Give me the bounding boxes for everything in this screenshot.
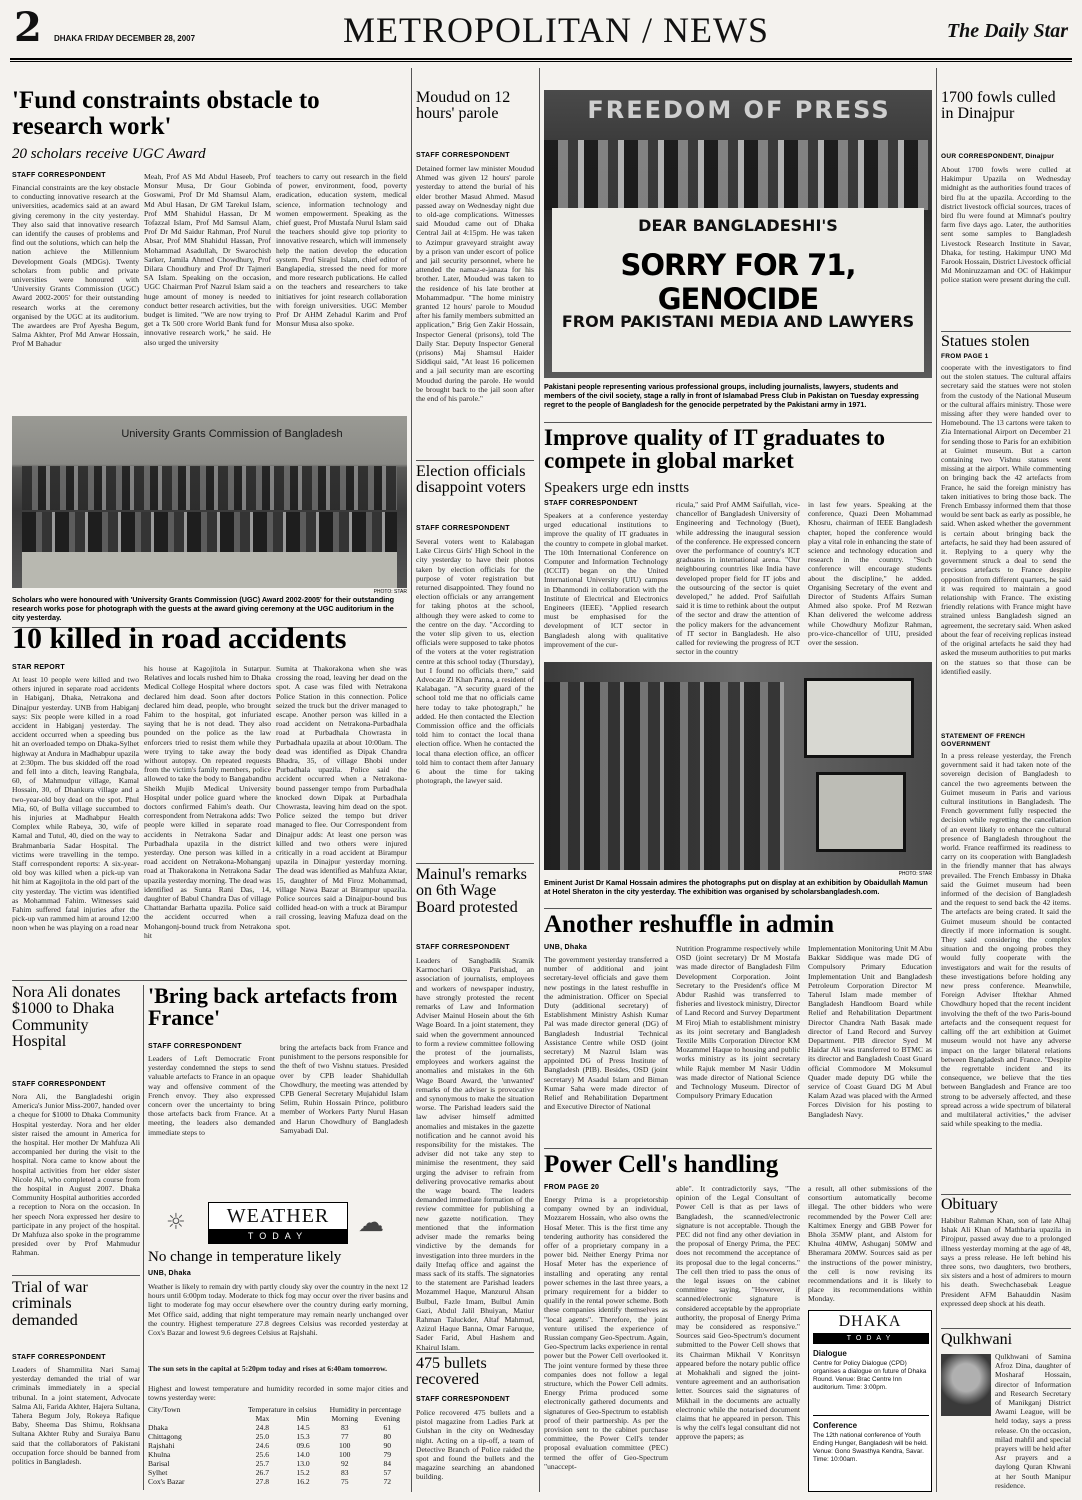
- rule-protest-bottom: [544, 422, 932, 423]
- byline-election: STAFF CORRESPONDENT: [416, 525, 510, 532]
- table-cell: 09.6: [296, 1441, 310, 1450]
- table-cell: 83: [340, 1468, 349, 1477]
- photo-protest: [544, 90, 932, 378]
- table-cell: 25.6: [255, 1450, 270, 1459]
- body-obituary: Habibur Rahman Khan, son of late Alhaj Ishak Ali Khan of Mathbaria upazila in Pirojpur, passed away due to a prolonged illness yesterday morning at the age of 48, says a press release. He left behind his three sons, two daughters, two brothers, six sisters and a host of admirers to mourn his death. Swechchasebak League President AFM Bahauddin Nasim expressed deep shock at his death.: [941, 1216, 1071, 1308]
- table-cell: Cox's Bazar: [148, 1477, 185, 1486]
- headline-fowls: 1700 fowls culled in Dinajpur: [941, 89, 1056, 123]
- table-row: [148, 1459, 408, 1468]
- byline-weather: UNB, Dhaka: [148, 1270, 192, 1277]
- rule-nora-bottom: [12, 1275, 140, 1276]
- dateline: DHAKA FRIDAY DECEMBER 28, 2007: [54, 34, 196, 43]
- headline-power: Power Cell's handling: [544, 1151, 779, 1178]
- subhead-fund: 20 scholars receive UGC Award: [12, 146, 206, 162]
- body-road-col3: Sumita at Thakorakona when she was crossing the road, leaving her dead on the spot. A case was filed with Netrakona Police Station in this connection. Police seized the truck but the driver managed to escape. Another person was killed in a road accident on Netrakona-Purbadhala road at Purbadhala Chowrasta in Purbadhala upazila at about 10:00am. The dead was identified as Dipak Chandra Bhadra, 35, of village Bhobi under Purbadhala upazila. Police said the accident occurred when a Netrakona-bound passenger tempo from Purbadhala knocked down Dipak at Purbadhala Chowrasta, leaving him dead on the spot. Police seized the tempo but driver managed to flee. Our Correspondent from Dinajpur adds: At least one person was killed and two others were injured critically in a road accident at Birampur upazila in Dinajpur yesterday morning. The dead was identified as Mahfuza Aktar, 15, daughter of Md Firoz Mohammad, village Nawa Bazar at Birampur upazila. Police sources said a Dinajpur-bound bus collided head-on with a truck at Birampur rail crossing, leaving Mafuza dead on the spot.: [276, 664, 407, 931]
- body-weather: Weather is likely to remain dry with partly cloudy sky over the country in the next 12 hours until 6:00pm today. Moderate to thick fog may occur over the river basins and light to moderate fog may occur elsewhere over the country during early morning, Met Office said, adding that night temperature may remain nearly unchanged over the country. Highest temperature 27.8 degrees Celsius was recorded yesterday at Cox's Bazar and lowest 9.6 degrees Celsius at Rajshahi.: [148, 1282, 408, 1338]
- table-cell: 100: [339, 1441, 351, 1450]
- body-nora: Nora Ali, the Bangladeshi origin America's Junior Miss-2007, handed over a cheque for $1000 to Dhaka Community Hospital yesterday. Nora and her elder sister raised the amount in America for the hospital. Her mother Dr Mahfuza Ali accompanied her during the visit to the hospital. Nora came to know about the hospital activities from her elder sister Nicole Ali, who completed a course from the hospital in August 2007. Dhaka Community Hospital authorities accorded a reception to Nora on the occasion. In her speech Nora expressed her desire to participate in any project of the hospital. Dr Mahfuza also spoke in the programme presided over by Prof Mahmudur Rahman.: [12, 1092, 140, 1258]
- byline-nora: STAFF CORRESPONDENT: [12, 1081, 106, 1088]
- weather-sub-max: Max: [255, 1414, 270, 1423]
- table-row: [148, 1423, 408, 1432]
- rule-road-bottom: [12, 980, 407, 981]
- headline-statues: Statues stolen: [941, 333, 1030, 350]
- body-fowls: About 1700 fowls were culled at Hakimpur Upazila on Wednesday midnight as the authorities found traces of bird flu at the upazila. According to the district livestock official sources, traces of bird flu were found at Mimnat's poultry farm five days ago. Later, the authorities sent some samples to Bangladesh Livestock Research Institute in Savar, Dhaka, for testing. Hakimpur UNO Md Farook Hossain, District Livestock official Md Moniruzzaman and OC of Hakimpur police station were present during the cull.: [941, 165, 1071, 285]
- caption-exhibition: Eminent Jurist Dr Kamal Hossain admires the photographs put on display at an exhibition by Obaidullah Mamun at Hotel Sheraton in the city yesterday. The exhibition was organised by scholarsbangladesh.com.: [544, 878, 928, 896]
- byline-artefacts: STAFF CORRESPONDENT: [148, 1043, 242, 1050]
- table-cell: 72: [383, 1477, 392, 1486]
- table-row: [148, 1468, 408, 1477]
- photo-credit-exhibition: PHOTO: STAR: [898, 871, 932, 877]
- weather-table-header: [148, 1405, 408, 1414]
- headline-obituary: Obituary: [941, 1196, 998, 1213]
- body-it-col1: Speakers at a conference yesterday urged educational institutions to improve the quality of IT graduates in the country to compete in global market. The 10th International Conference on Computer and Information Technology (ICCIT) began on the United International University (UIU) campus in Dhanmondi in collaboration with the Institute of Electrical and Electronics Engineers (IEEE). "Applied research must be emphasised for the development of ICT sector in Bangladesh along with qualitative improvement of the cur-: [544, 511, 668, 649]
- table-cell: 83: [340, 1423, 349, 1432]
- table-cell: 84: [383, 1459, 392, 1468]
- byline-bullets: STAFF CORRESPONDENT: [416, 1396, 510, 1403]
- body-mainul: Leaders of Sangbadik Sramik Karmochari Oikya Parishad, an association of journalists, employees and workers of newspaper industry, have strongly protested the recent remarks of Law and Information Adviser Mainul Hosein about the 6th Wage Board. In a joint statement, they said when the government announced to form a review committee following the protest of the journalists, employees and workers against the anomalies and mistakes in the 6th Wage Board Award, the 'unwanted' remarks of the adviser is provocative and synonymous to make the situation worse. The Parishad leaders said the law adviser himself admitted anomalies and mistakes in the gazette notification and he cannot avoid his responsibility for the mistakes. The adviser did not take any step to minimise the resentment, they said urging the adviser to refrain from delivering provocative remarks about the wage board. The leaders demanded immediate formation of the review committee for publishing a new gazette notification. They mentioned that the information adviser made the remarks being vindictive by the demands for investigation into three murders in the daily Ittefaq office and against the mass sack of its staffs. The signatories to the statement are Parishad leaders Mozammel Haque, Manzurul Ahsan Bulbul, Fazle Imam, Bulbul Amin Gazi, Abdul Jalil Bhuiyan, Matiur Rahman Taluckder, Altaf Mahmud, Azizul Haque Banna, Omar Faruque, Sader Farid, Abul Hashem and Khairul Islam.: [416, 956, 534, 1352]
- body-qulkhwani: Qulkhwani of Samina Afroz Dina, daughter of Mosharaf Hossain, director of Information and Research Secretary of Manikganj District Awami League, will be held today, says a press release. On the occasion, milad mahfil and special prayers will be held after Asr prayers and a daylong Quran Khwani at her South Manipur residence.: [995, 1352, 1071, 1490]
- table-cell: 79: [383, 1450, 392, 1459]
- headline-reshuffle: Another reshuffle in admin: [544, 911, 835, 938]
- table-cell: 92: [340, 1459, 349, 1468]
- headline-qulkhwani: Qulkhwani: [941, 1331, 1013, 1348]
- protest-sign-line2: SORRY FOR 71, GENOCIDE: [620, 248, 856, 316]
- weather-cloud-icon: ☁: [358, 1208, 384, 1238]
- table-cell: 24.6: [255, 1441, 270, 1450]
- table-cell: 57: [383, 1468, 392, 1477]
- body-reshuffle-col2: Nutrition Programme respectively while OSD (joint secretary) Dr M Mostafa was made director of Bangladesh Film Development Corporation. Joint Secretary to the President's office M Abdur Rashid was transferred to fisheries and livestock ministry, Director of Land Record and Survey Department M Firoj Miah to establishment ministry as its joint secretary and Bangladesh Textile Mills Corporation Director KM Mozammel Haque to housing and public works ministry as its joint secretary while Rajuk member M Nasir Uddin was made director of National Science and Technology Museum. Director of Compulsory Primary Education: [676, 944, 800, 1101]
- protest-crowd: [544, 140, 932, 210]
- table-cell: 15.2: [296, 1468, 310, 1477]
- byline-it: STAFF CORRESPONDENT: [544, 500, 638, 507]
- photo-ugc-people-back: [22, 466, 397, 510]
- headline-moudud: Moudud on 12 hours' parole: [416, 89, 511, 123]
- caption-ugc: Scholars who were honoured with 'University Grants Commission (UGC) Award 2002-2005' for their outstanding research works pose for photograph with the guests at the award giving ceremony at the UGC auditorium in the city yesterday.: [12, 595, 395, 622]
- body-power-col2: able". It contradictorily says, "The opinion of the Legal Consultant of Power Cell is that as per laws of Bangladesh, the scanned/electronic signature is not acceptable. Though the PEC did not find any other deviation in the proposal of Energy Prima, the PEC does not recommend the acceptance of its proposal due to the legal concerns." The cell then tried to pass the onus of the legal issues on the cabinet committee saying, "However, if scanned/electronic signature is considered acceptable by the appropriate authority, the proposal of Energy Prima may be considered as responsive." Sources said Geo-Spectrum's document submitted to the Power Cell shows that its Chairman Mikhail V Konritsyn appeared before the notary public office at Mohakhali and signed the joint-venture agreement and an authorisation letter. Sources said the signatures of Mikhail in the documents are actually electronic while the notarised document claims that he appeared in person. This is why the cell's legal consultant did not approve the papers; as: [676, 1184, 800, 1442]
- body-fund-col2: Meah, Prof AS Md Abdul Haseeb, Prof Monsur Musa, Dr Gour Gobinda Goswami, Prof Dr Md Shamsul Alam, Md Abul Hasan, Dr GM Tarekul Islam, Prof MM Shahidul Hassan, Dr M Tofazzal Islam, Prof Md Samsul Alam, Prof Dr Md Saidur Rahman, Prof Nurul Absar, Prof MM Shahidul Hassan, Prof Mohammad Asadullah, Dr Swarochish Sarker, Jamila Ahmed Chowdhury, Prof Dilara Choudhury and Prof Dr Tajmeri SA Islam. Speaking on the occasion, UGC Chairman Prof Nazrul Islam said a huge amount of money is needed to conduct better research activities, but the budget is limited. "We are now trying to get a Tk 500 crore World Bank fund for innovative research work," he said. He also urged the university: [144, 172, 271, 347]
- weather-logo-top: WEATHER: [226, 1205, 330, 1227]
- photo-ugc-people-front: [22, 512, 397, 552]
- body-fund-col3: teachers to carry out research in the field of power, environment, food, poverty eradication, education system, medical science, information technology and women empowerment. Speaking as the chief guest, Prof Mustafa Nurul Islam said the teachers should give top priority to innovative research, which will immensely help the nation develop the education system. Prof Sirajul Islam, chief editor of Banglapedia, stressed the need for more and more research publications. He called on the teachers and researchers to take initiatives for joint research collaboration with foreign universities. UGC Member Prof Dr AHM Zehadul Karim and Prof Monsur Musa also spoke.: [276, 172, 407, 329]
- body-statues-2: In a press release yesterday, the French government said it had taken note of the sovereign decision of Bangladesh to cancel the two agreements between the Guimet museum in Paris and various cultural institutions in Bangladesh. The French government fully respected the decision while regretting the cancellation of an event likely to enhance the cultural presence of Bangladesh throughout the world. France reaffirmed its readiness to carry on its cooperation with Bangladesh in the friendly manner that has always prevailed. The French Embassy in Dhaka said the Guimet museum had been informed of the decision of Bangladesh and the request to send back the 42 items. The artefacts are being crated. It said the Guimet museum should be contacted directly if more information is sought. They said considering the complex situation and the ongoing probes they would fully cooperate with the investigators and wait for the results of these investigations before holding any new press conference. Meanwhile, Foreign Adviser Iftekhar Ahmed Chowdhury hoped that the recent incident involving the theft of the two Paris-bound artefacts and the consequent request for calling off the art exhibition at Guimet museum would not have any adverse impact on the larger bilateral relations between Bangladesh and France. "Despite the regrettable incident and its consequence, we believe that the ties between Bangladesh and France are too strong to be adversely affected, and these spread across a wide spectrum of bilateral and multilateral activities," the adviser said while speaking to the media.: [941, 751, 1071, 1129]
- body-trial: Leaders of Shammilita Nari Samaj yesterday demanded the trial of war criminals immediately in a special tribunal. In a joint statement, Advocate Salma Ali, Farida Akhter, Hajera Sultana, Tahera Begum Joly, Rokeya Rafique Baby, Sheema Das Shimu, Rokhsana Sultana Akhter Ruby and Suraiya Banu said that the collaborators of Pakistani occupation force should be banned from politics in Bangladesh.: [12, 1365, 140, 1467]
- byline-mainul: STAFF CORRESPONDENT: [416, 944, 510, 951]
- table-row: [148, 1432, 408, 1441]
- photo-ugc-banner: University Grants Commission of Bangladesh: [121, 428, 343, 440]
- table-cell: 25.0: [255, 1432, 270, 1441]
- headline-election: Election officials disappoint voters: [416, 463, 526, 497]
- protest-sign-line1: DEAR BANGLADESHI'S: [638, 216, 838, 235]
- subsection-statues: STATEMENT OF FRENCH GOVERNMENT: [941, 733, 1026, 748]
- body-artefacts-col1: Leaders of Left Democratic Front yesterday condemned the steps to send valuable artefacts to France in an opaque way and offensive comment of the French envoy. They also expressed concern over the uncertainty to bring those artefacts back from France. At a meeting, the leaders also demanded immediate steps to: [148, 1054, 275, 1137]
- exhibition-frame-1: [804, 678, 914, 758]
- body-reshuffle-col3: Implementation Monitoring Unit M Abu Bakkar Siddique was made DG of Compulsory Primary Education Implementation Unit and Bangladesh Petroleum Corporation Director M Taherul Islam made member of Bangladesh Handloom Board while Relief and Rehabilitation Department Director Chandra Nath Basak made director of Land Record and Survey Department. PIB director Syed M Haidar Ali was transferred to BTMC as its director and Bangladesh Coast Guard official Commodore M Moksumul Quader made deputy DG while the service of Coast Guard DG M Abul Kalam Azad was placed with the Armed Forces Division for his posting to Bangladesh Navy.: [808, 944, 932, 1119]
- byline-road: STAR REPORT: [12, 664, 65, 671]
- body-it-col3: in last few years. Speaking at the conference, Quazi Deen Mohammad Khosru, chairman of IEEE Bangladesh chapter, hoped the conference would play a vital role in enhancing the state of science and technology education and research in the country. "Such conference will encourage students about the discipline," he added. Organising Secretary of the event and Director of Students Affairs Suman Ahmed also spoke. Prof M Rezwan Khan delivered the welcome address while Chowdhury Mofizur Rahman, pro-vice-chancellor of UIU, presided over the session.: [808, 500, 932, 648]
- rule-vertical-3: [539, 68, 540, 1492]
- weather-col-temp: Temperature in celsius: [247, 1405, 317, 1414]
- byline-reshuffle: UNB, Dhaka: [544, 944, 588, 951]
- headline-fund: 'Fund constraints obstacle to research work': [12, 87, 320, 140]
- paper-name: The Daily Star: [946, 20, 1068, 42]
- body-road-col2: his house at Kagojitola in Sutarpur. Relatives and locals rushed him to Dhaka Medical College Hospital where doctors declared him dead. Soon after doctors declared him dead, people, who brought Fahim to the hospital, got infuriated saying that he is not dead. They also pounded on the police as the law enforcers tried to resist them while they were trying to take away the body without autopsy. On repeated requests from the victim's family members, police allowed to take the body to Bangabandhu Sheikh Mujib Medical University Hospital under police guard where the doctors confirmed Fahim's death. Our correspondent from Netrakona adds: Two people were killed in separate road accidents in Netrakona Sadar and Purbadhala upazila in the district yesterday. One person was killed in a road accident on Netrakona-Mohanganj road at Thakorakona in Netrakona Sadar upazila yesterday morning. The dead was identified as Sunta Rani Das, 14, daughter of Babul Chandra Das of village Chattandar Barhatta upazila. Police said the accident occurred when a Mohangonj-bound truck from Netrakona hit: [144, 664, 271, 940]
- body-it-col2: ricula," said Prof AMM Saifullah, vice-chancellor of Bangladesh University of Engineering and Technology (Buet), while addressing the inaugural session of the conference. He expressed concern over the performance of country's ICT graduates in international arena. "Our neighbouring countries like India have developed proper field for IT jobs and the outsourcing of the sector is quiet developed," he added. Prof Saifullah said it is time to rethink about the output of the sector and draw the attention of the policy makers for the advancement of IT sector in Bangladesh. He also called for reviewing the progress of ICT sector in the country: [676, 500, 800, 657]
- weather-logo-bottom: TODAY: [209, 1229, 347, 1243]
- rule-statues-bottom: [941, 1194, 1071, 1195]
- weather-humidity-note: Highest and lowest temperature and humidity recorded in some major cities and towns yesterday were:: [148, 1384, 408, 1403]
- exhibition-frame-2: [816, 772, 906, 852]
- weather-col-humidity: Humidity in percentage: [329, 1405, 402, 1414]
- weather-box: [148, 1198, 408, 1492]
- table-cell: 13.0: [296, 1459, 310, 1468]
- protest-banner-top: FREEDOM OF PRESS: [587, 96, 891, 124]
- rule-mainul-bottom: [416, 1352, 534, 1353]
- headline-artefacts: 'Bring back artefacts from France': [148, 983, 398, 1031]
- body-power-col3: a result, all other submissions of the consortium automatically become illegal. The other bidders who were recommended by the Power Cell are: Kaltimex Energy and GBB Power for Bhola 35MW plant, and Alstom for Khulna 40MW, Ashuganj 50MW and Bheramara 20MW. Sources said as per the instructions of the power ministry, the cell is now revising its recommendations and it is likely to place its recommendations within Monday.: [808, 1184, 932, 1304]
- byline-fund: STAFF CORRESPONDENT: [12, 172, 106, 179]
- table-cell: 26.7: [255, 1468, 270, 1477]
- rule-moudud-bottom: [416, 460, 534, 461]
- headline-it: Improve quality of IT graduates to compete in global market: [544, 425, 885, 474]
- byline-moudud: STAFF CORRESPONDENT: [416, 152, 510, 159]
- weather-sun-icon: ☼: [166, 1210, 186, 1235]
- jump-statues: FROM PAGE 1: [941, 353, 989, 360]
- table-cell: Sylhet: [148, 1468, 168, 1477]
- weather-col-city: City/Town: [148, 1405, 181, 1414]
- table-cell: 14.0: [296, 1450, 310, 1459]
- table-cell: 100: [339, 1450, 351, 1459]
- body-power-col1: Energy Prima is a proprietorship company owned by an individual, Mozzarem Hossain, who also owns the Hosaf Meter. This is the first time any tendering authority has considered the offer of a proprietary company in a power bid. Neither Energy Prima nor Hosaf Meter has the experience of installing and operating any rental power schemes in the last three years, a primary requirement for a bidder to qualify in the rental power scheme. Both these companies identify themselves as "local agents". Therefore, the joint venture utilised the experience of Russian company Geo-Spectrum. Again, Geo-Spectrum lacks experience in rental power but the Power Cell overlooked it. The joint venture formed by these three companies does not follow a legal structure, which the Power Cell admits. Energy Prima produced some electronically gathered documents and signatures of Geo-Spectrum to establish proof of their partnership. As per the provision sent to the cabinet purchase committee, the Power Cell's tender proposal evaluation committee (PEC) termed the offer of Geo-Spectrum "unaccept-: [544, 1195, 668, 1471]
- section-title: METROPOLITAN / NEWS: [342, 10, 770, 50]
- subhead-it: Speakers urge edn instts: [544, 480, 690, 496]
- table-row: [148, 1450, 408, 1459]
- byline-fowls: OUR CORRESPONDENT, Dinajpur: [941, 153, 1055, 160]
- dhaka-today-item2-body: The 12th national conference of Youth Ending Hunger, Bangladesh will be held. Venue: Gono Swasthya Kendra, Savar. Time: 10:00am.: [813, 1432, 928, 1463]
- rule-vertical-left: [143, 985, 144, 1490]
- page-number: 2: [14, 4, 42, 51]
- headline-mainul: Mainul's remarks on 6th Wage Board protested: [416, 866, 527, 916]
- dhaka-today-item1-body: Centre for Policy Dialogue (CPD) organises a dialogue on future of Dhaka Round. Venue: Brac Centre Inn auditorium. Time: 3:00pm.: [813, 1360, 927, 1391]
- table-cell: 77: [340, 1432, 349, 1441]
- rule-reshuffle-bottom: [544, 1148, 932, 1149]
- table-cell: 27.8: [255, 1477, 270, 1486]
- weather-table-subheader: [148, 1414, 408, 1423]
- table-cell: 15.3: [296, 1432, 310, 1441]
- table-cell: Barisal: [148, 1459, 170, 1468]
- rule-obituary-bottom: [941, 1328, 1071, 1329]
- rule-election-bottom: [416, 863, 534, 864]
- headline-bullets: 475 bullets recovered: [416, 1355, 487, 1389]
- dhaka-today-item1-title: Dialogue: [813, 1349, 847, 1358]
- rule-vertical-4: [936, 68, 937, 1492]
- protest-sign-line3: FROM PAKISTANI MEDIA AND LAWYERS: [561, 312, 915, 331]
- jump-power: FROM PAGE 20: [544, 1184, 600, 1191]
- body-artefacts-col2: bring the artefacts back from France and punishment to the persons responsible for the theft of two Vishnu statues. Presided over by CPB leader Shahidullah Chowdhury, the meeting was attended by CPB General Secretary Mujahidul Islam Selim, Ruhin Hossain Prince, politburo member of Workers Party Nurul Hasan and Harun Chowdhury of Bangladesh Samyabadi Dal.: [280, 1043, 408, 1135]
- masthead-rule: [10, 58, 1072, 60]
- table-cell: 75: [340, 1477, 349, 1486]
- exhibition-crowd: [544, 682, 784, 870]
- table-row: [148, 1441, 408, 1450]
- table-cell: 90: [383, 1441, 392, 1450]
- dhaka-today-logo-bottom: TODAY: [813, 1333, 929, 1344]
- headline-nora: Nora Ali donates $1000 to Dhaka Community Hospital: [12, 984, 121, 1050]
- caption-protest: Pakistani people representing various professional groups, including journalists, lawyers, students and members of the civil society, stage a rally in front of Islamabad Press Club in Pakistan on Tuesday expressing regret to the people of Bangladesh for the genocide perpetrated by the Pakistani army in 1971.: [544, 382, 919, 409]
- weather-table: [148, 1405, 408, 1486]
- weather-logo: [208, 1202, 348, 1244]
- rule-fowls-bottom: [941, 331, 1071, 332]
- body-statues: cooperate with the investigators to find out the stolen statues. The cultural affairs secretary said the statues were not stolen from the custody of the National Museum or the cultural affairs ministry. Those were missing after they were handed over to Homebound. The 13 cartons were taken to Zia International Airport on December 21 for sending those to Paris for an exhibition at Guimet museum. But a carton containing two Vishnu statues went missing at the airport. While commenting on bringing back the 42 artefacts from France, he said the foreign ministry has taken initiatives to bring those back. The French Embassy informed them that those would be sent back as early as possible, he said. When asked whether the government is certain about bringing back the artefacts, he said they had been assured of it. Replying to a query why the government struck a deal to send the precious artefacts to France despite opposition from different quarters, he said it was required to maintain a good relationship with France. The existing friendly relations with France might have strained unless Bangladesh signed an agreement, the secretary said. When asked about the fear of receiving replicas instead of the original artefacts he said they had asked the museum authorities to put marks on the statues so that those can be identified easily.: [941, 363, 1071, 676]
- body-election: Several voters went to Kalabagan Lake Circus Girls' High School in the city yesterday to have their photos taken by election officials for the purpose of voter registration but returned disappointed. They found no election officials or any arrangement for taking photos at the school, although they were asked to come to the centre on the day. "According to the voter slip given to us, election officials were supposed to take photos of the voters at the voter registration centre at this school today (Thursday), but I found no officials there," said Advocate Zl Khan Panna, a resident of Kalabagan. "A security guard of the school told me that no officials came here today to take photograph," he added. He then contacted the Election Commission office and the officials told him to contact the local thana election office. When he contacted the local thana election office, an officer told him to contact them after January 6 about the time for taking photograph, the lawyer said.: [416, 537, 534, 786]
- dhaka-today-box: [808, 1310, 932, 1492]
- photo-credit-ugc: PHOTO: STAR: [373, 589, 407, 595]
- table-cell: 80: [383, 1432, 392, 1441]
- body-reshuffle-col1: The government yesterday transferred a number of additional and joint secretary-level officials and gave them new postings in the latest reshuffle in the administration. Officer on Special Duty (additional secretary) of Establishment Ministry Ashish Kumar Pal was made director general (DG) of Bangladesh Industrial Technical Assistance Centre while OSD (joint secretary) M Nazrul Islam was appointed DG of Press Institute of Bangladesh (PIB). Besides, OSD (joint secretary) M Asadul Islam and Biman Kumar Saha were made director of Relief and Rehabilitation Department and Executive Director of National: [544, 955, 668, 1112]
- weather-sun-times: The sun sets in the capital at 5:20pm today and rises at 6:40am tomorrow.: [148, 1364, 388, 1373]
- table-cell: 24.8: [255, 1423, 270, 1432]
- headline-trial: Trial of war criminals demanded: [12, 1279, 88, 1329]
- body-fund-col1: Financial constraints are the key obstacle to conducting innovative research at the universities, academics said at an award giving ceremony in the city yesterday. They also said that innovative research can identify the causes of problems and find out the solutions, which can help the nation achieve the Millennium Development Goals (MDGs). Twenty scholars from public and private universities were honoured with 'University Grants Commission (UGC) Award 2002-2005' for their outstanding research works at the ceremony organised by the UGC at its auditorium. The awardees are Prof Ayesha Begum, Salma Akhter, Prof Md Anwar Hossain, Prof M Bahadur: [12, 183, 139, 349]
- photo-ugc-award: [12, 416, 407, 588]
- table-cell: 25.7: [255, 1459, 270, 1468]
- dhaka-today-divider: [813, 1415, 929, 1416]
- table-cell: Dhaka: [148, 1423, 168, 1432]
- rule-exhibition-bottom: [544, 908, 932, 909]
- table-cell: Khulna: [148, 1450, 171, 1459]
- protest-sign: [552, 208, 924, 372]
- weather-sub-min: Min: [296, 1414, 310, 1423]
- headline-road: 10 killed in road accidents: [12, 622, 347, 655]
- weather-sub-morning: Morning: [331, 1414, 359, 1423]
- headline-weather: No change in temperature likely: [148, 1249, 342, 1265]
- photo-ugc-table: [22, 552, 397, 588]
- body-bullets: Police recovered 475 bullets and a pistol magazine from Ladies Park at Gulshan in the city on Wednesday night. Acting on a tip-off, a team of Detective Branch of Police raided the spot and found the bullets and the magazine searching an abandoned building.: [416, 1408, 534, 1482]
- dhaka-today-logo-top: DHAKA: [838, 1313, 902, 1330]
- dhaka-today-item2-title: Conference: [813, 1421, 858, 1430]
- table-cell: Chittagong: [148, 1432, 182, 1441]
- photo-exhibition: [544, 662, 932, 870]
- byline-trial: STAFF CORRESPONDENT: [12, 1354, 106, 1361]
- table-cell: Rajshahi: [148, 1441, 175, 1450]
- body-moudud: Detained former law minister Moudud Ahmed was given 12 hours' parole yesterday to attend the burial of his elder brother Masud Ahmed. Masud passed away on Wednesday night due to old-age complications. Witnesses said Moudud came out of Dhaka Central Jail at 4:15pm. He was taken to Azimpur graveyard straight away by a prison van under escort of police and jail security personnel, where he attended the namaz-e-janaza for his brother. Later, Moudud was taken to the residence of his late brother at Mohammadpur. "The home ministry granted 12 hours' parole to Moudud after his family members submitted an application," Brig Gen Zakir Hossain, Inspector General (prisons), told The Daily Star. Deputy Inspector General (prisons) Maj Shamsul Haider Siddiqui said, "At least 16 policemen and a jail security man are escorting Moudud during the parole. He would be brought back to the jail soon after the end of his parole.": [416, 164, 534, 404]
- masthead: [10, 4, 1072, 51]
- table-row: [148, 1477, 408, 1486]
- rule-vertical-2: [411, 68, 412, 1492]
- masthead-rule-thin: [10, 61, 1072, 62]
- body-road-col1: At least 10 people were killed and two others injured in separate road accidents in Habiganj, Dhaka, Netrakona and Dinajpur yesterday. UNB from Habiganj says: Six people were killed in a road accident in Habiganj yesterday. The accident occurred when a speeding bus hit an overloaded tempo on Dhaka-Sylhet highway at Andura in Madhabpur upazila at 2:30pm. The bus skidded off the road and fell into a ditch, leaving Rangbala, 60, of Mahmudpur village, Kamal Hossain, 30, of Dhankura village and a two-year-old boy dead on the spot. Phul Mia, 60, of Bulla village succumbed to his injuries at Madhabpur Health Complex while Rabeya, 30, wife of Kamal and Tutul, 40, died on the way to Brahmanbaria Sadar Hospital. The victims were travelling in the tempo. Staff correspondent reports: A six-year-old boy was killed when a pick-up van hit him at Kagojitola in the old part of the city yesterday. The victim was identified as Mohammad Fahim. Witnesses said Fahim suffered fatal injuries after the pick-up van rammed him at around 12:00 noon when he was playing on a road near: [12, 675, 139, 933]
- weather-sub-evening: Evening: [374, 1414, 400, 1423]
- table-cell: 16.2: [296, 1477, 310, 1486]
- table-cell: 14.5: [296, 1423, 310, 1432]
- table-cell: 61: [383, 1423, 392, 1432]
